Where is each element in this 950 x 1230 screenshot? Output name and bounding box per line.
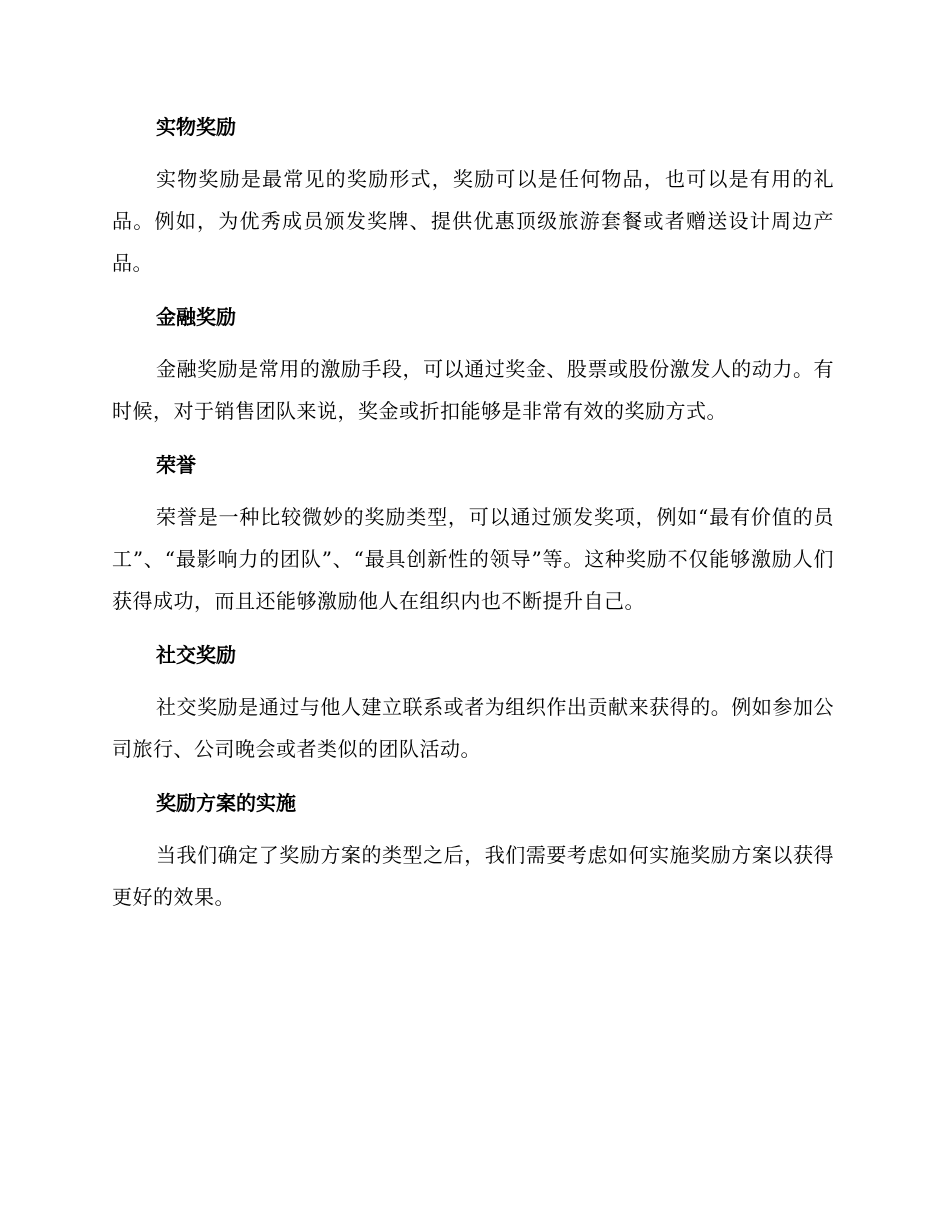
section-heading: 金融奖励 (156, 305, 236, 329)
section-paragraph: 当我们确定了奖励方案的类型之后，我们需要考虑如何实施奖励方案以获得更好的效果。 (112, 843, 834, 909)
section-implementation (112, 786, 838, 918)
section-heading: 荣誉 (156, 453, 196, 477)
section-paragraph: 社交奖励是通过与他人建立联系或者为组织作出贡献来获得的。例如参加公司旅行、公司晚会或者类似的团队活动。 (112, 695, 834, 761)
section-social-rewards (112, 638, 838, 770)
section-heading: 奖励方案的实施 (156, 791, 296, 815)
section-paragraph: 金融奖励是常用的激励手段，可以通过奖金、股票或股份激发人的动力。有时候，对于销售团队来说，奖金或折扣能够是非常有效的奖励方式。 (112, 357, 834, 423)
section-paragraph: 实物奖励是最常见的奖励形式，奖励可以是任何物品，也可以是有用的礼品。例如，为优秀成员颁发奖牌、提供优惠顶级旅游套餐或者赠送设计周边产品。 (112, 167, 834, 275)
section-honor (112, 448, 838, 622)
section-heading: 社交奖励 (156, 643, 236, 667)
section-physical-rewards (112, 110, 838, 284)
section-heading: 实物奖励 (156, 115, 236, 139)
section-paragraph: 荣誉是一种比较微妙的奖励类型，可以通过颁发奖项，例如“最有价值的员工”、“最影响力的团队”、“最具创新性的领导”等。这种奖励不仅能够激励人们获得成功，而且还能够激励他人在组织内也不断提升自己。 (112, 505, 834, 613)
section-financial-rewards (112, 300, 838, 432)
